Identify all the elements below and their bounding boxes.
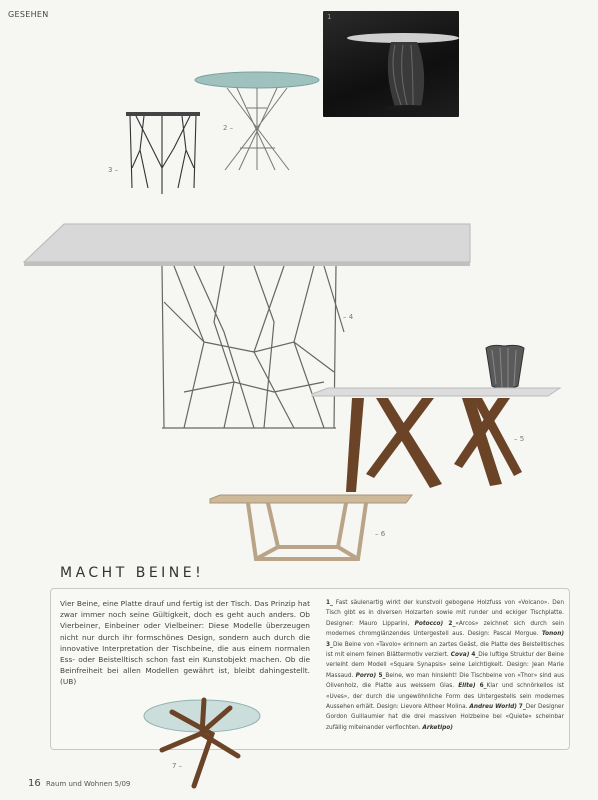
caption-3: 3_Die Beine von «Tavolo» erinnern an zartes Geäst, die Platte des Beistelltisches ist mit einem feinen Blättermotiv verziert. Cova) [326,641,564,659]
marker-5: – 5 [514,435,525,443]
intro-text: Vier Beine, eine Platte drauf und fertig ist der Tisch. Das Prinzip hat zwar immer noch seine Gültigkeit, doch es geht auch anders. Ob Vierbeiner, Einbeiner oder Vielbeiner: Diese Modelle überzeugen nicht nur durch ihr formschönes Design, sondern auch durch die innovative Interpretation der Tischbeine, die aus einem normalen Ess- oder Beistelltisch schon fast ein Kunstobjekt machen. Ob die Beinfreiheit bei allen Modellen gewährt ist, bleibt dahingestellt. (UB) [60,599,310,687]
magazine-name: Raum und Wohnen 5/09 [45,780,131,788]
quiete-table-illustration [142,694,262,790]
marker-6: – 6 [375,530,386,538]
arcos-table-illustration [185,68,325,180]
marker-2: 2 – [223,124,234,132]
caption-5: 5_Beine, wo man hinsieht! Die Tischbeine von «Thor» sind aus Olivenholz, die Platte aus weissem Glas. Elite) [326,672,564,690]
table-photo-1 [323,11,459,117]
caption-2: 2_«Arcos» zeichnet sich durch sein modernes chromglänzendes Untergestell aus. Design: Pascal Morgue. Tonon) [326,620,565,638]
volcano-table-illustration [323,11,459,117]
section-label: GESEHEN [8,10,49,19]
page-footer [28,778,130,789]
marker-3: 3 – [108,166,119,174]
tavolo-side-table-illustration [122,108,204,198]
marker-7: 7 – [172,762,183,770]
captions [326,598,564,733]
photo-number: 1 [327,13,332,21]
caption-4: 4_Die luftige Struktur der Beine verleiht dem Modell «Square Synapsis» seine Leichtigkeit. Design: Jean Marie Massaud. Porro) [326,652,564,679]
uves-table-illustration [208,493,414,563]
page-number: 16 [28,778,41,789]
caption-1: 1_ Fast säulenartig wirkt der kunstvoll gebogene Holzfuss von «Volcano». Den Tisch gibt es in diversen Holzarten sowie mit runder und eckiger Tischplatte. Designer: Mauro Lipparini, Potocco) [326,600,564,627]
caption-7: 7_Der Designer Gordon Guillaumier hat die drei massiven Holzbeine bei «Quiete» scheinbar zufällig miteinander verflochten. Arketipo) [326,704,565,731]
marker-4: – 4 [343,313,354,321]
headline: MACHT BEINE! [60,565,205,581]
caption-6: 6_Klar und schnörkellos ist «Uves», der durch die ungewöhnliche Form des Untergestells sein modernes Aussehen erhält. Design: Lievore Altheer Molina. Andreu World) [326,683,565,711]
vase-icon [482,344,528,392]
